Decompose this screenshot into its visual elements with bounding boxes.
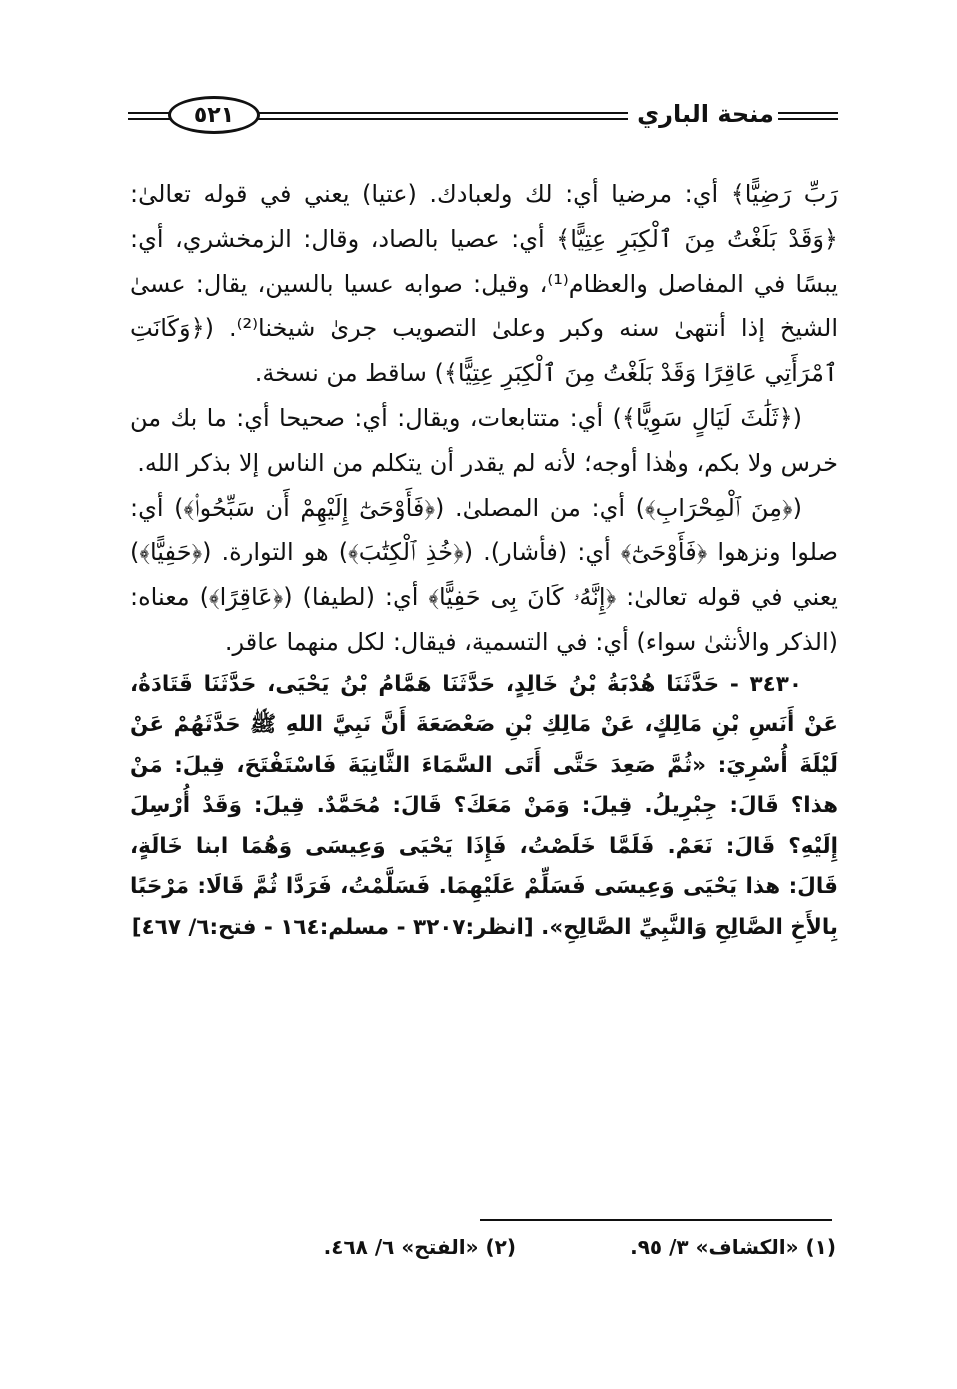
header-rule-right xyxy=(778,112,838,120)
commentary-paragraph-3: (﴿مِنَ ٱلْمِحْرَابِ﴾) أي: من المصلىٰ. (﴿فَأَوْحَىٰٓ إِلَيْهِمْ أَن سَبِّحُوا۟﴾) أي: صلوا ونزهوا ﴿فَأَوْحَىٰٓ﴾ أي: (فأشار). (﴿خُذِ ٱلْكِتَٰبَ﴾) هو التوارة. (﴿حَفِيًّا﴾) يعني في قوله تعالىٰ: ﴿إِنَّهُۥ كَانَ بِى حَفِيًّا﴾ أي: (لطيفا) (﴿عَاقِرًا﴾) معناه: (الذكر والأنثىٰ سواء) أي: في التسمية، فيقال: لكل منهما عاقر. xyxy=(130,493,838,656)
commentary-body xyxy=(130,172,838,948)
header-rule-middle xyxy=(258,112,628,120)
header-rule-left xyxy=(128,112,170,120)
footnotes xyxy=(240,1232,836,1262)
page-header xyxy=(128,92,838,140)
footnote-rule xyxy=(480,1219,832,1221)
running-title: منحة الباري xyxy=(637,100,774,128)
page-number: ٥٢١ xyxy=(168,96,260,134)
footnote-2: (٢) «الفتح» ٦/ ٤٦٨. xyxy=(323,1235,516,1259)
commentary-paragraph-2: (﴿ثَلَٰثَ لَيَالٍ سَوِيًّا﴾) أي: متتابعات، ويقال: أي: صحيحا أي: ما بك من خرس ولا بكم، وهٰذا أوجه؛ لأنه لم يقدر أن يتكلم من الناس إلا بذكر الله. xyxy=(130,403,838,477)
footnote-1: (١) «الكشاف» ٣/ ٩٥. xyxy=(630,1235,836,1259)
commentary-paragraph-1: رَبِّ رَضِيًّا﴾ أي: مرضيا أي: لك ولعبادك. (عتيا) يعني في قوله تعالىٰ: ﴿وَقَدْ بَلَغْتُ مِنَ ٱلْكِبَرِ عِتِيًّا﴾ أي: عصيا بالصاد، وقال: الزمخشري، أي: يبسًا في المفاصل والعظام⁽¹⁾، وقيل: صوابه عسيا بالسين، يقال: عسىٰ الشيخ إذا أنتهىٰ سنه وكبر وعلىٰ التصويب جرىٰ شيخنا⁽²⁾. (﴿وَكَانَتِ ٱمْرَأَتِي عَاقِرًا وَقَدْ بَلَغْتُ مِنَ ٱلْكِبَرِ عِتِيًّا﴾) ساقط من نسخة. xyxy=(130,180,839,388)
hadith-text: ٣٤٣٠ - حَدَّثَنَا هُدْبَةُ بْنُ خَالِدٍ، حَدَّثَنَا هَمَّامُ بْنُ يَحْيَى، حَدَّثَنَا قَتَادَةُ، عَنْ أَنَسِ بْنِ مَالِكٍ، عَنْ مَالِكِ بْنِ صَعْصَعَةَ أَنَّ نَبِيَّ اللهِ ﷺ حَدَّثَهُمْ عَنْ لَيْلَةَ أُسْرِيَ: «ثُمَّ صَعِدَ حَتَّى أَتَى السَّمَاءَ الثَّانِيَةَ فَاسْتَفْتَحَ، قِيلَ: مَنْ هذا؟ قَالَ: جِبْرِيلُ. قِيلَ: وَمَنْ مَعَكَ؟ قَالَ: مُحَمَّدٌ. قِيلَ: وَقَدْ أُرْسِلَ إِلَيْهِ؟ قَالَ: نَعَمْ. فَلَمَّا خَلَصْتُ، فَإِذَا يَحْيَى وَعِيسَى وَهُمَا ابنا خَالَةٍ، قَالَ: هذا يَحْيَى وَعِيسَى فَسَلِّمْ عَلَيْهِمَا. فَسَلَّمْتُ، فَرَدَّا ثُمَّ قَالَا: مَرْحَبًا بِالأَخِ الصَّالِحِ وَالنَّبِيِّ الصَّالِحِ». [انظر:٣٢٠٧ - مسلم:١٦٤ - فتح:٦/ ٤٦٧] xyxy=(130,671,838,940)
